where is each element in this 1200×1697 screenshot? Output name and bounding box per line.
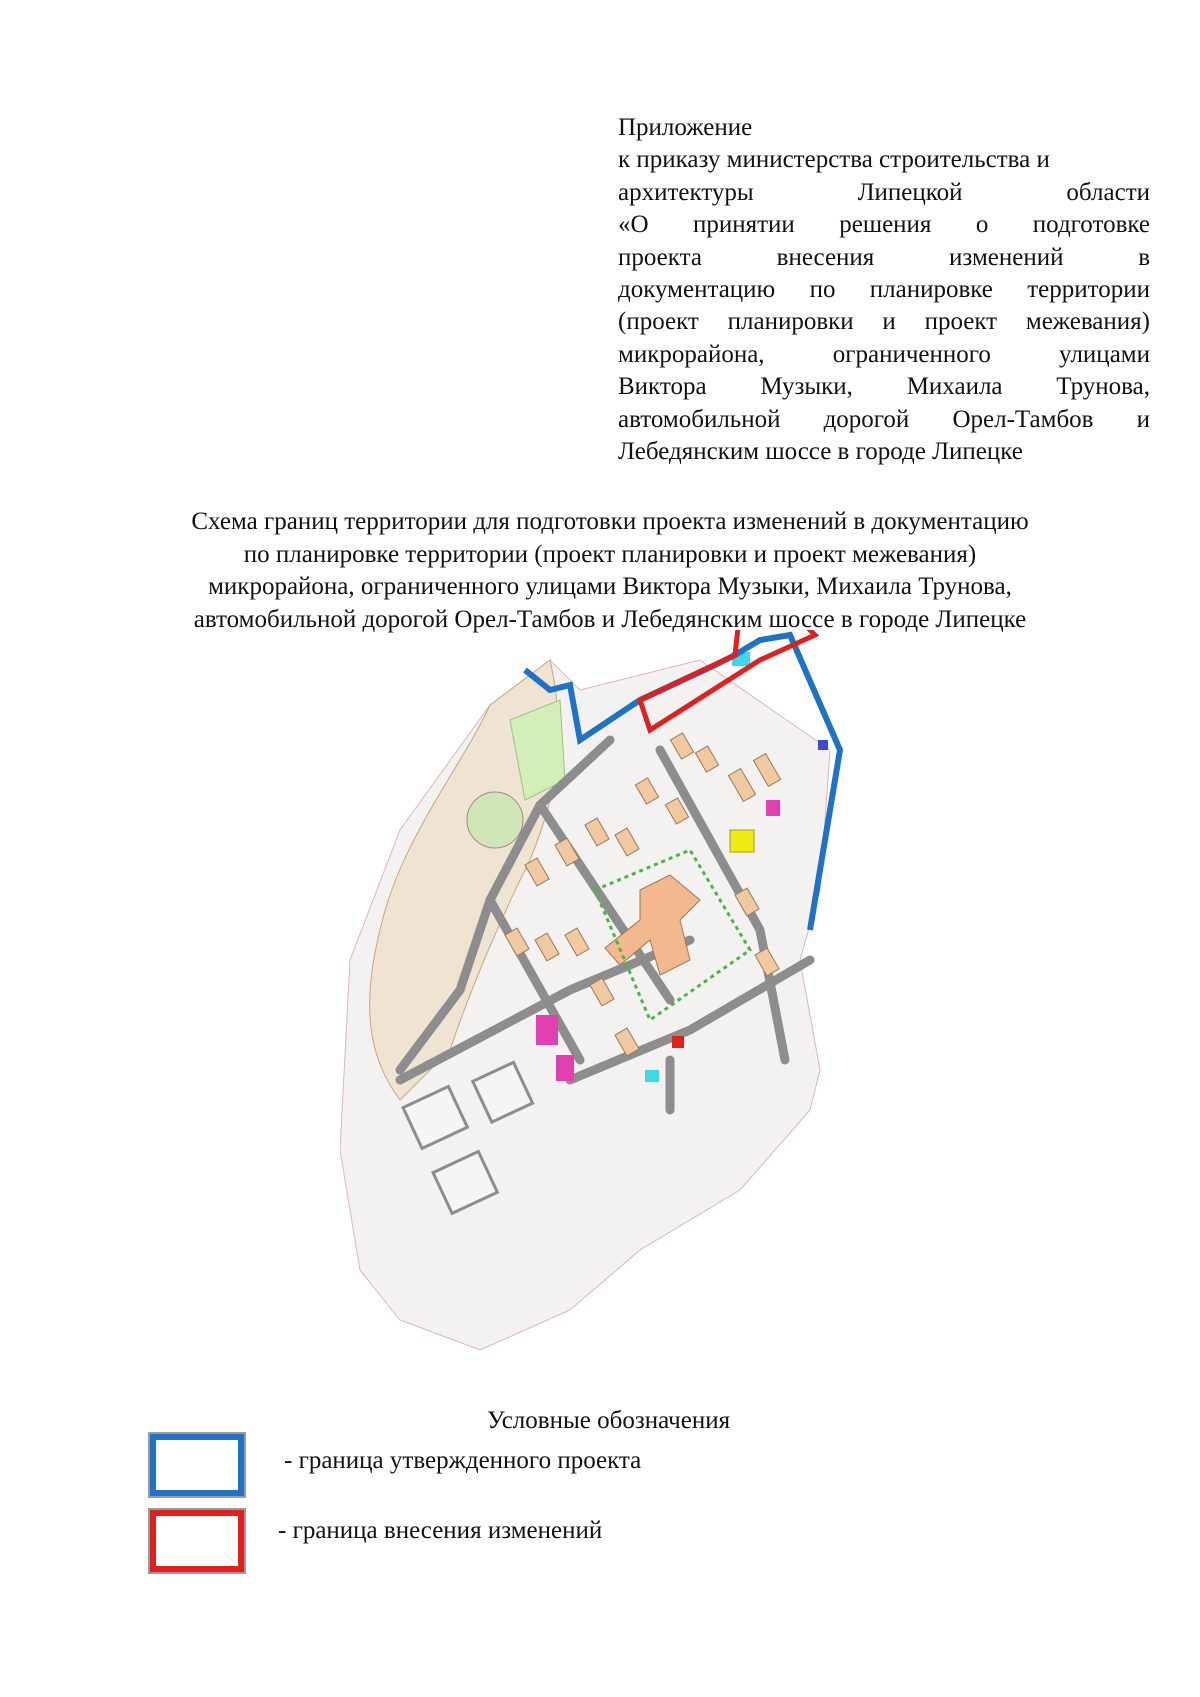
territory-map-svg <box>340 630 910 1410</box>
appendix-line: (проект планировки и проект межевания) <box>618 308 1150 336</box>
scheme-title-line: микрорайона, ограниченного улицами Виктора Музыки, Михаила Трунова, <box>208 573 1012 600</box>
appendix-line: к приказу министерства строительства и <box>618 146 1050 174</box>
facility-magenta-3 <box>556 1055 574 1081</box>
facility-magenta-2 <box>536 1015 558 1045</box>
legend-change-boundary-swatch <box>150 1510 244 1572</box>
appendix-line: автомобильной дорогой Орел-Тамбов и <box>618 405 1150 433</box>
appendix-block <box>618 112 1150 468</box>
appendix-line: микрорайона, ограниченного улицами <box>618 340 1150 368</box>
scheme-title-line: автомобильной дорогой Орел-Тамбов и Лебедянским шоссе в городе Липецке <box>193 605 1027 633</box>
legend-approved-boundary-swatch <box>150 1434 244 1496</box>
scheme-title-line: Схема границ территории для подготовки проекта изменений в документацию <box>191 508 1029 535</box>
appendix-line: проекта внесения изменений в <box>618 243 1150 271</box>
legend-change-boundary-label: - граница внесения изменений <box>278 1517 603 1544</box>
facility-magenta-1 <box>766 800 780 816</box>
scheme-title-line: по планировке территории (проект планировки и проект межевания) <box>243 540 977 568</box>
legend-approved-boundary-label: - граница утвержденного проекта <box>284 1447 642 1474</box>
facility-blue <box>818 740 828 750</box>
appendix-line: Лебедянским шоссе в городе Липецке <box>618 438 1023 466</box>
park-circle <box>467 792 523 848</box>
scheme-title <box>80 506 1140 636</box>
facility-yellow <box>730 830 754 852</box>
appendix-line: Виктора Музыки, Михаила Трунова, <box>618 373 1150 401</box>
facility-cyan-2 <box>645 1070 659 1082</box>
territory-map <box>340 630 910 1410</box>
facility-red <box>672 1036 684 1048</box>
legend-title: Условные обозначения <box>487 1407 731 1434</box>
appendix-line: документацию по планировке территории <box>618 276 1150 304</box>
appendix-line: «О принятии решения о подготовке <box>618 211 1150 239</box>
appendix-line: Приложение <box>618 114 753 141</box>
appendix-line: архитектуры Липецкой области <box>618 178 1150 206</box>
